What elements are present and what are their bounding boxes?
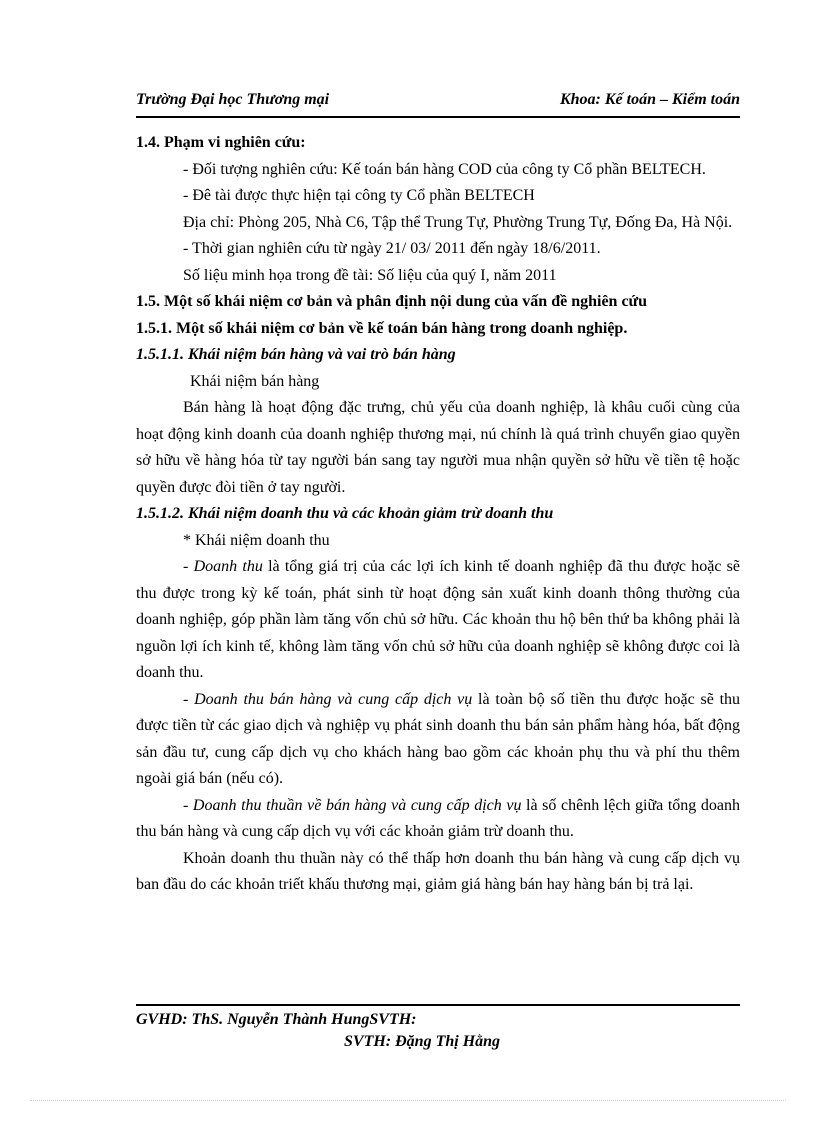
dash: - [183,558,194,575]
heading-1-5-1: 1.5.1. Một số khái niệm cơ bản về kế toán bán hàng trong doanh nghiệp. [136,319,628,337]
dash: - [183,690,195,708]
heading-1-5: 1.5. Một số khái niệm cơ bản và phân định nội dung của vấn đề nghiên cứu [136,293,648,310]
paragraph: Bán hàng là hoạt động đặc trưng, chủ yếu của doanh nghiệp, là khâu cuối cùng của hoạt động kinh doanh của doanh nghiệp thương mại, nú chính là quá trình chuyển giao quyền sở hữu về hàng hóa từ tay người bán sang tay người mua nhận quyền sở hữu về tiền tệ hoặc quyền được đòi tiền ở tay người. [136,399,740,496]
page-header [136,91,740,113]
dash: - [183,796,193,814]
header-faculty: Khoa: Kế toán – Kiểm toán [559,91,740,108]
paragraph [136,687,740,793]
paragraph: Khoản doanh thu thuần này có thể thấp hơn doanh thu bán hàng và cung cấp dịch vụ ban đầu do các khoản triết khấu thương mại, giảm giá hàng bán hay hàng bán bị trả lại. [136,849,740,893]
paragraph: - Thời gian nghiên cứu từ ngày 21/ 03/ 2011 đến ngày 18/6/2011. [183,240,601,257]
heading-1-5-1-2: 1.5.1.2. Khái niệm doanh thu và các khoản giảm trừ doanh thu [136,505,554,522]
page-border-dotted [30,1100,786,1101]
footer-advisor: GVHD: ThS. Nguyễn Thành HungSVTH: [136,1011,417,1028]
heading-1-4: 1.4. Phạm vi nghiên cứu: [136,134,306,151]
term: Doanh thu thuần về bán hàng và cung cấp dịch vụ [192,796,522,814]
page-footer [136,1009,740,1053]
definition: là số chênh lệch giữa tổng doanh thu bán hàng và cung cấp dịch vụ với các khoản giảm trừ doanh thu. [136,796,740,840]
header-rule [136,116,740,118]
footer-student: SVTH: Đặng Thị Hằng [344,1033,501,1050]
term: Doanh thu bán hàng và cung cấp dịch vụ [194,690,473,708]
footer-rule [136,1004,740,1006]
paragraph [136,554,740,687]
paragraph: * Khái niệm doanh thu [183,531,330,549]
heading-1-5-1-1: 1.5.1.1. Khái niệm bán hàng và vai trò bán hàng [136,346,456,363]
paragraph: - Đê tài được thực hiện tại công ty Cổ phần BELTECH [183,187,535,204]
definition: là tổng giá trị của các lợi ích kinh tế doanh nghiệp đã thu được hoặc sẽ thu được trong kỳ kế toán, phát sinh từ hoạt động sản xuất kinh doanh thông thường của doanh nghiệp, góp phần làm tăng vốn chủ sở hữu. Các khoản thu hộ bên thứ ba không phải là nguồn lợi ích kinh tế, không làm tăng vốn chủ sở hữu của doanh nghiệp sẽ không được coi là doanh thu. [136,558,741,681]
header-university: Trường Đại học Thương mại [136,91,330,108]
paragraph: - Đối tượng nghiên cứu: Kế toán bán hàng COD của công ty Cổ phần BELTECH. [183,160,706,178]
paragraph: Khái niệm bán hàng [190,372,320,390]
paragraph: Số liệu minh họa trong đề tài: Số liệu của quý I, năm 2011 [183,266,557,284]
paragraph: Địa chỉ: Phòng 205, Nhà C6, Tập thể Trung Tự, Phường Trung Tự, Đống Đa, Hà Nội. [183,213,733,231]
paragraph [136,793,740,846]
definition: là toàn bộ số tiền thu được hoặc sẽ thu được tiền từ các giao dịch và nghiệp vụ phát sinh doanh thu bán sản phẩm hàng hóa, bất động sản đầu tư, cung cấp dịch vụ cho khách hàng bao gồm các khoản phụ thu và phí thu thêm ngoài giá bán (nếu có). [136,690,741,787]
term: Doanh thu [193,558,263,575]
document-body [136,130,740,899]
